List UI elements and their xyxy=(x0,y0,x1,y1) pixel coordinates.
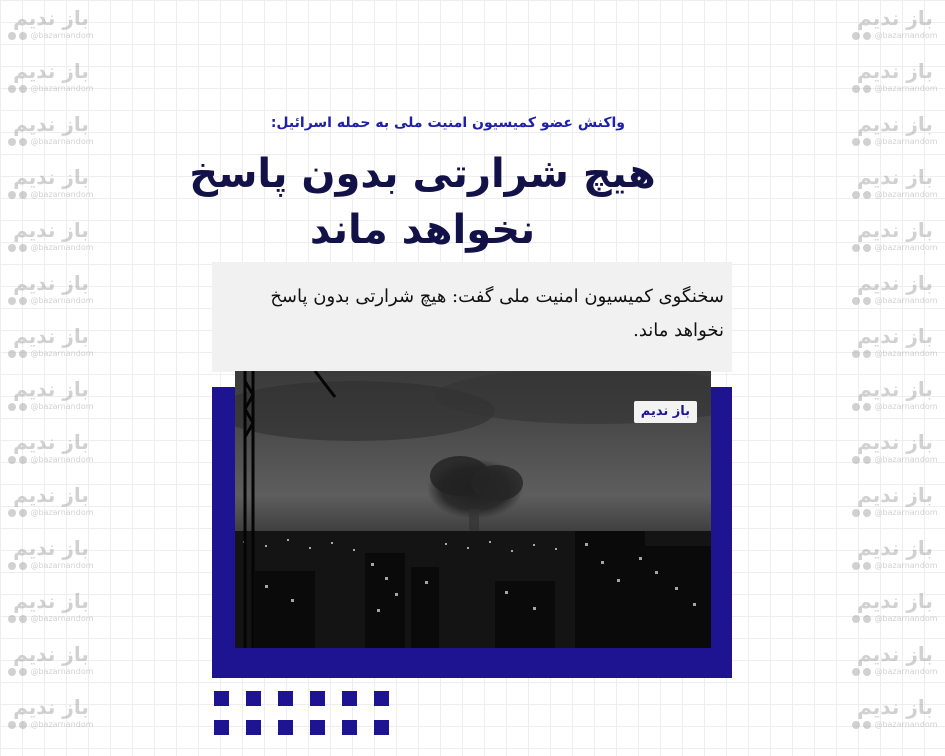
telegram-icon xyxy=(19,138,27,146)
watermark-logo: باز ندیم xyxy=(13,112,89,136)
telegram-icon xyxy=(863,509,871,517)
watermark-handle xyxy=(846,507,944,519)
watermark-tile xyxy=(846,636,944,689)
instagram-icon xyxy=(8,509,16,517)
watermark-handle-text: @bazarnandom xyxy=(30,137,94,146)
watermark-handle xyxy=(2,295,100,307)
decorative-square xyxy=(278,720,293,735)
watermark-tile xyxy=(846,159,944,212)
telegram-icon xyxy=(863,244,871,252)
photo-watermark-logo: باز ندیم xyxy=(634,401,697,423)
watermark-handle xyxy=(846,189,944,201)
instagram-icon xyxy=(8,562,16,570)
watermark-tile xyxy=(2,689,100,742)
telegram-icon xyxy=(863,403,871,411)
news-photo xyxy=(235,371,711,648)
watermark-handle-text: @bazarnandom xyxy=(874,190,938,199)
watermark-handle xyxy=(846,136,944,148)
telegram-icon xyxy=(863,615,871,623)
watermark-handle-text: @bazarnandom xyxy=(874,296,938,305)
watermark-handle xyxy=(2,560,100,572)
watermark-tile xyxy=(2,424,100,477)
watermark-handle-text: @bazarnandom xyxy=(30,720,94,729)
watermark-handle xyxy=(2,454,100,466)
watermark-logo: باز ندیم xyxy=(857,430,933,454)
watermark-handle-text: @bazarnandom xyxy=(30,667,94,676)
telegram-icon xyxy=(19,403,27,411)
watermark-logo: باز ندیم xyxy=(13,6,89,30)
watermark-tile xyxy=(846,318,944,371)
watermark-handle xyxy=(2,719,100,731)
watermark-logo: باز ندیم xyxy=(13,589,89,613)
watermark-handle-text: @bazarnandom xyxy=(874,561,938,570)
telegram-icon xyxy=(863,85,871,93)
telegram-icon xyxy=(19,668,27,676)
watermark-tile xyxy=(846,53,944,106)
watermark-handle-text: @bazarnandom xyxy=(30,31,94,40)
watermark-logo: باز ندیم xyxy=(857,642,933,666)
article-kicker: واکنش عضو کمیسیون امنیت ملی به حمله اسرائیل: xyxy=(270,115,625,131)
watermark-tile xyxy=(2,583,100,636)
telegram-icon xyxy=(863,456,871,464)
watermark-tile xyxy=(2,530,100,583)
watermark-handle-text: @bazarnandom xyxy=(30,561,94,570)
article-headline xyxy=(150,146,695,258)
watermark-logo: باز ندیم xyxy=(857,112,933,136)
instagram-icon xyxy=(8,138,16,146)
telegram-icon xyxy=(19,32,27,40)
instagram-icon xyxy=(852,244,860,252)
watermark-logo: باز ندیم xyxy=(13,165,89,189)
instagram-icon xyxy=(852,668,860,676)
telegram-icon xyxy=(19,721,27,729)
instagram-icon xyxy=(8,350,16,358)
telegram-icon xyxy=(19,509,27,517)
watermark-logo: باز ندیم xyxy=(13,271,89,295)
telegram-icon xyxy=(863,32,871,40)
watermark-handle-text: @bazarnandom xyxy=(874,84,938,93)
watermark-handle xyxy=(846,348,944,360)
watermark-logo: باز ندیم xyxy=(13,536,89,560)
decorative-square xyxy=(310,691,325,706)
instagram-icon xyxy=(8,721,16,729)
telegram-icon xyxy=(19,456,27,464)
watermark-column-right xyxy=(846,0,944,756)
watermark-tile xyxy=(2,265,100,318)
instagram-icon xyxy=(852,138,860,146)
instagram-icon xyxy=(8,403,16,411)
watermark-handle-text: @bazarnandom xyxy=(874,455,938,464)
telegram-icon xyxy=(863,138,871,146)
instagram-icon xyxy=(852,403,860,411)
watermark-logo: باز ندیم xyxy=(857,165,933,189)
telegram-icon xyxy=(19,562,27,570)
decorative-square xyxy=(214,720,229,735)
watermark-handle-text: @bazarnandom xyxy=(30,508,94,517)
watermark-handle-text: @bazarnandom xyxy=(30,402,94,411)
watermark-handle-text: @bazarnandom xyxy=(30,296,94,305)
decorative-square xyxy=(342,720,357,735)
telegram-icon xyxy=(19,244,27,252)
watermark-handle xyxy=(846,613,944,625)
decorative-square xyxy=(214,691,229,706)
instagram-icon xyxy=(852,456,860,464)
watermark-tile xyxy=(2,318,100,371)
watermark-tile xyxy=(846,689,944,742)
watermark-handle xyxy=(846,454,944,466)
watermark-logo: باز ندیم xyxy=(857,483,933,507)
watermark-tile xyxy=(2,371,100,424)
decorative-square xyxy=(374,720,389,735)
watermark-logo: باز ندیم xyxy=(13,483,89,507)
telegram-icon xyxy=(863,191,871,199)
instagram-icon xyxy=(852,32,860,40)
instagram-icon xyxy=(8,615,16,623)
instagram-icon xyxy=(8,244,16,252)
watermark-tile xyxy=(846,583,944,636)
headline-line-1: هیچ شرارتی بدون پاسخ xyxy=(189,151,656,197)
watermark-handle xyxy=(846,560,944,572)
watermark-tile xyxy=(846,477,944,530)
watermark-tile xyxy=(846,0,944,53)
telegram-icon xyxy=(19,191,27,199)
watermark-handle-text: @bazarnandom xyxy=(30,614,94,623)
watermark-handle xyxy=(2,242,100,254)
instagram-icon xyxy=(852,562,860,570)
watermark-logo: باز ندیم xyxy=(13,59,89,83)
watermark-logo: باز ندیم xyxy=(857,589,933,613)
watermark-tile xyxy=(846,424,944,477)
decorative-square xyxy=(246,720,261,735)
instagram-icon xyxy=(852,191,860,199)
decorative-squares xyxy=(214,691,394,741)
watermark-handle xyxy=(2,401,100,413)
telegram-icon xyxy=(19,85,27,93)
decorative-square xyxy=(310,720,325,735)
headline-line-2: نخواهد ماند xyxy=(309,207,536,253)
watermark-logo: باز ندیم xyxy=(857,377,933,401)
instagram-icon xyxy=(8,85,16,93)
watermark-tile xyxy=(2,0,100,53)
telegram-icon xyxy=(863,297,871,305)
watermark-handle xyxy=(2,348,100,360)
decorative-square xyxy=(374,691,389,706)
watermark-handle-text: @bazarnandom xyxy=(874,508,938,517)
watermark-handle-text: @bazarnandom xyxy=(874,243,938,252)
instagram-icon xyxy=(852,721,860,729)
article-lead: سخنگوی کمیسیون امنیت ملی گفت: هیچ شرارتی بدون پاسخ نخواهد ماند. xyxy=(270,286,724,341)
watermark-handle xyxy=(2,136,100,148)
telegram-icon xyxy=(863,721,871,729)
watermark-handle-text: @bazarnandom xyxy=(30,455,94,464)
decorative-square xyxy=(278,691,293,706)
watermark-handle-text: @bazarnandom xyxy=(30,84,94,93)
instagram-icon xyxy=(852,509,860,517)
telegram-icon xyxy=(19,297,27,305)
instagram-icon xyxy=(852,297,860,305)
instagram-icon xyxy=(852,615,860,623)
watermark-handle xyxy=(846,83,944,95)
watermark-tile xyxy=(846,530,944,583)
watermark-logo: باز ندیم xyxy=(857,6,933,30)
watermark-tile xyxy=(846,212,944,265)
watermark-handle-text: @bazarnandom xyxy=(874,667,938,676)
watermark-logo: باز ندیم xyxy=(857,695,933,719)
watermark-handle xyxy=(846,401,944,413)
watermark-logo: باز ندیم xyxy=(13,430,89,454)
watermark-logo: باز ندیم xyxy=(857,218,933,242)
watermark-handle xyxy=(2,189,100,201)
telegram-icon xyxy=(863,668,871,676)
watermark-handle xyxy=(846,295,944,307)
watermark-tile xyxy=(2,636,100,689)
watermark-logo: باز ندیم xyxy=(857,271,933,295)
watermark-handle xyxy=(2,83,100,95)
watermark-tile xyxy=(2,106,100,159)
instagram-icon xyxy=(8,297,16,305)
watermark-handle xyxy=(846,242,944,254)
watermark-logo: باز ندیم xyxy=(857,59,933,83)
watermark-handle-text: @bazarnandom xyxy=(874,720,938,729)
telegram-icon xyxy=(19,615,27,623)
watermark-handle-text: @bazarnandom xyxy=(874,31,938,40)
telegram-icon xyxy=(863,562,871,570)
watermark-tile xyxy=(846,106,944,159)
decorative-square xyxy=(342,691,357,706)
watermark-logo: باز ندیم xyxy=(13,642,89,666)
telegram-icon xyxy=(19,350,27,358)
watermark-tile xyxy=(846,371,944,424)
watermark-tile xyxy=(2,212,100,265)
watermark-logo: باز ندیم xyxy=(13,324,89,348)
watermark-handle-text: @bazarnandom xyxy=(874,614,938,623)
instagram-icon xyxy=(852,85,860,93)
watermark-handle-text: @bazarnandom xyxy=(874,137,938,146)
watermark-tile xyxy=(2,477,100,530)
watermark-handle-text: @bazarnandom xyxy=(874,349,938,358)
watermark-logo: باز ندیم xyxy=(857,324,933,348)
instagram-icon xyxy=(8,32,16,40)
watermark-handle xyxy=(846,30,944,42)
watermark-handle xyxy=(2,666,100,678)
watermark-logo: باز ندیم xyxy=(13,695,89,719)
watermark-handle-text: @bazarnandom xyxy=(30,243,94,252)
instagram-icon xyxy=(8,668,16,676)
watermark-tile xyxy=(2,159,100,212)
watermark-column-left xyxy=(2,0,100,756)
watermark-handle-text: @bazarnandom xyxy=(30,349,94,358)
decorative-square xyxy=(246,691,261,706)
instagram-icon xyxy=(852,350,860,358)
watermark-logo: باز ندیم xyxy=(857,536,933,560)
watermark-logo: باز ندیم xyxy=(13,218,89,242)
watermark-handle xyxy=(2,507,100,519)
watermark-handle xyxy=(2,30,100,42)
instagram-icon xyxy=(8,456,16,464)
instagram-icon xyxy=(8,191,16,199)
watermark-handle-text: @bazarnandom xyxy=(874,402,938,411)
telegram-icon xyxy=(863,350,871,358)
watermark-handle xyxy=(846,719,944,731)
watermark-tile xyxy=(846,265,944,318)
watermark-handle xyxy=(846,666,944,678)
watermark-logo: باز ندیم xyxy=(13,377,89,401)
watermark-tile xyxy=(2,53,100,106)
watermark-handle-text: @bazarnandom xyxy=(30,190,94,199)
watermark-handle xyxy=(2,613,100,625)
